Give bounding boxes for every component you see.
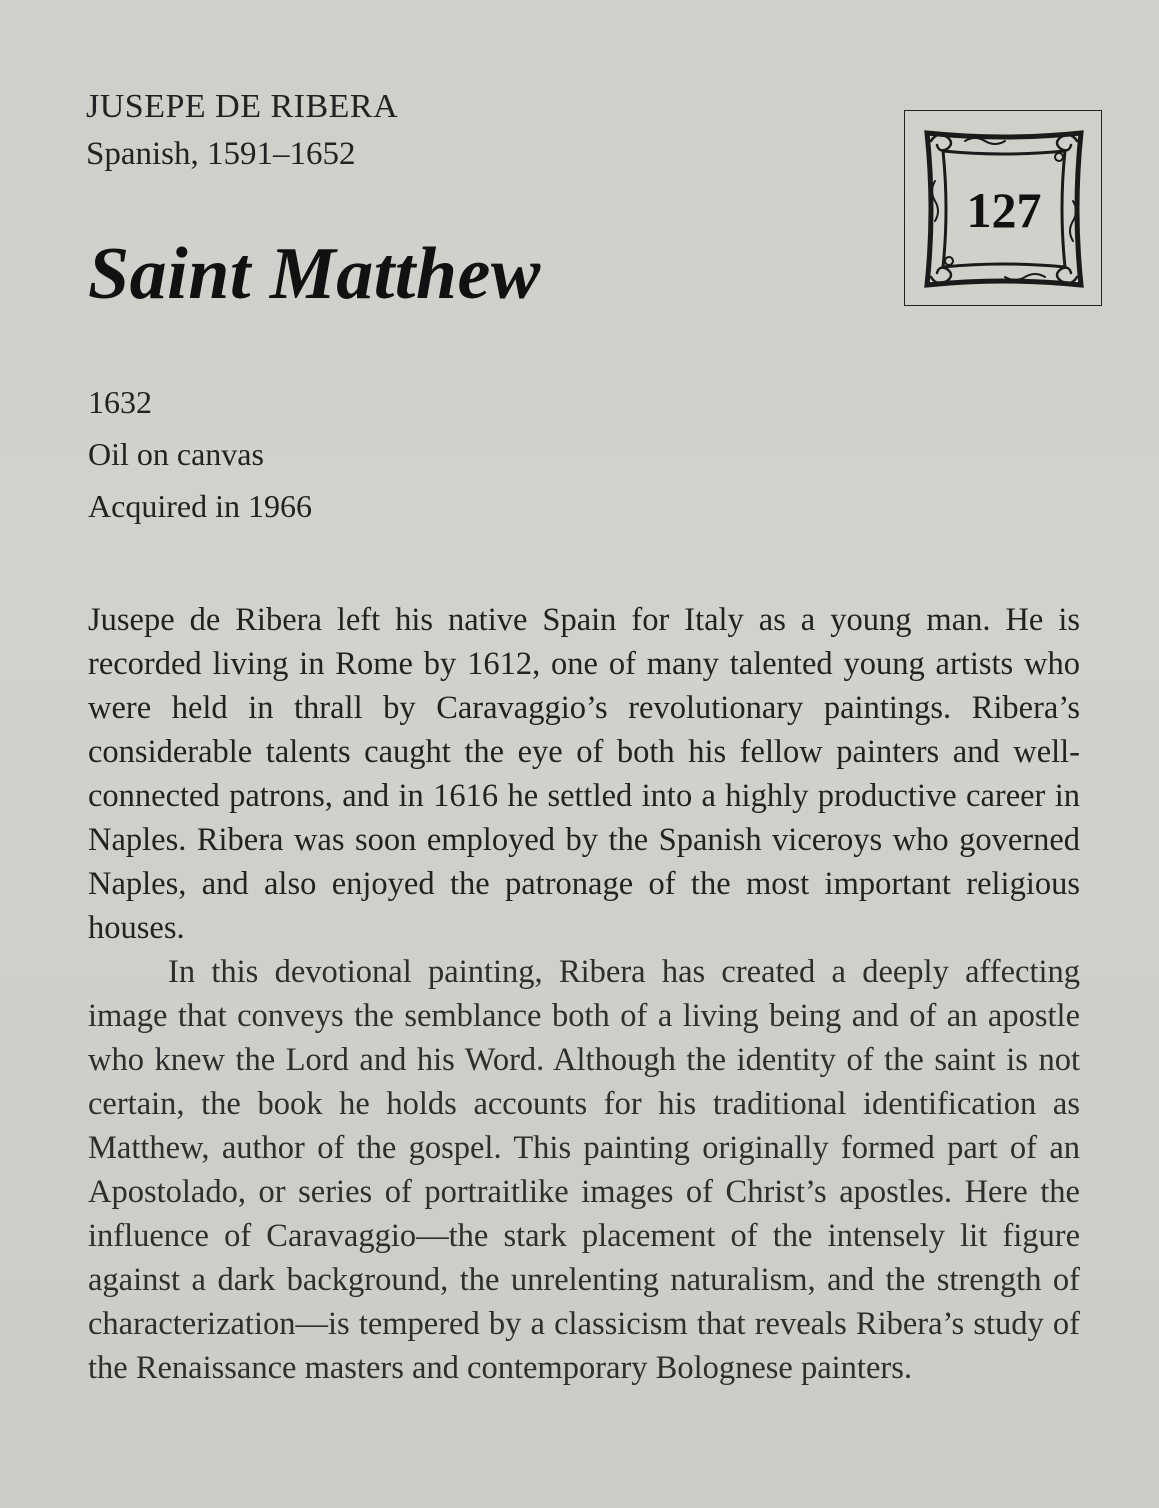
- artist-nationality-dates: Spanish, 1591–1652: [86, 136, 356, 172]
- description-paragraph: Jusepe de Ribera left his native Spain for Italy as a young man. He is recorded living in Rome by 1612, one of many talented young artists who were held in thrall by Caravaggio’s revolutionary paintings. Ribera’s considerable talents caught the eye of both his fellow painters and well-connected patrons, and in 1616 he settled into a highly productive career in Naples. Ribera was soon employed by the Spanish viceroys who governed Naples, and also enjoyed the patronage of the most important religious houses.: [88, 602, 1080, 946]
- artwork-medium: Oil on canvas: [88, 436, 264, 472]
- artwork-acquisition: Acquired in 1966: [88, 488, 312, 524]
- artwork-details: [88, 376, 312, 532]
- artwork-description: [88, 598, 1080, 1390]
- artist-name: JUSEPE DE RIBERA: [86, 88, 399, 125]
- artwork-date: 1632: [88, 384, 152, 420]
- artwork-number-badge: [904, 110, 1102, 306]
- description-paragraph: In this devotional painting, Ribera has created a deeply affecting image that conveys the semblance both of a living being and of an apostle who knew the Lord and his Word. Although the identity of the saint is not certain, the book he holds accounts for his traditional identification as Matthew, author of the gospel. This painting originally formed part of an Apostolado, or series of portraitlike images of Christ’s apostles. Here the influence of Caravaggio—the stark placement of the intensely lit figure against a dark background, the unrelenting naturalism, and the strength of characterization—is tempered by a classicism that reveals Ribera’s study of the Renaissance masters and contemporary Bolognese painters.: [88, 954, 1080, 1386]
- artwork-title: Saint Matthew: [88, 233, 541, 315]
- artwork-number: 127: [966, 182, 1042, 238]
